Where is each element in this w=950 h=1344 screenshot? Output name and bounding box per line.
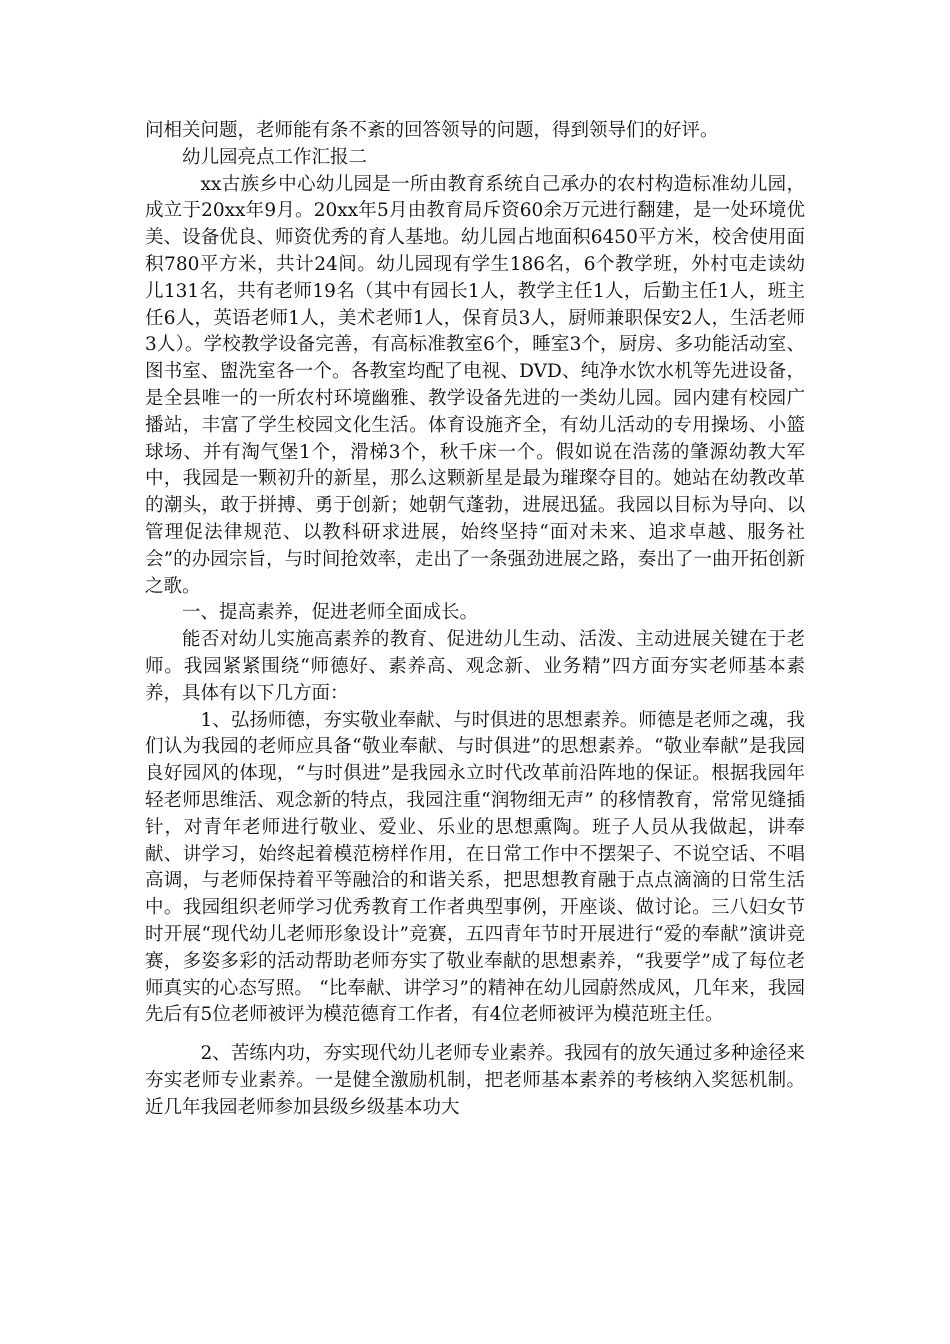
document-page: [145, 118, 805, 1121]
paragraph-3: 1、弘扬师德，夯实敬业奉献、与时俱进的思想素养。师德是老师之魂，我们认为我园的老师应具备“敬业奉献、与时俱进”的思想素养。“敬业奉献”是我园良好园风的体现，“与时俱进”是我园永立时代改革前沿阵地的保证。根据我园年轻老师思维活、观念新的特点，我园注重“润物细无声” 的移情教育，常常见缝插针，对青年老师进行敬业、爱业、乐业的思想熏陶。班子人员从我做起，讲奉献、讲学习，始终起着模范榜样作用，在日常工作中不摆架子、不说空话、不唱高调，与老师保持着平等融洽的和谐关系，把思想教育融于点点滴滴的日常生活中。我园组织老师学习优秀教育工作者典型事例，开座谈、做讨论。三八妇女节时开展“现代幼儿老师形象设计”竞赛，五四青年节时开展进行“爱的奉献”演讲竞赛，多姿多彩的活动帮助老师夯实了敬业奉献的思想素养，“我要学”成了每位老师真实的心态写照。 “比奉献、讲学习”的精神在幼儿园蔚然成风，几年来，我园先后有5位老师被评为模范德育工作者，有4位老师被评为模范班主任。: [145, 709, 805, 1026]
section-title: 幼儿园亮点工作汇报二: [182, 146, 368, 168]
paragraph-4: 2、苦练内功，夯实现代幼儿老师专业素养。我园有的放矢通过多种途径来夯实老师专业素养。一是健全激励机制，把老师基本素养的考核纳入奖惩机制。近几年我园老师参加县级乡级基本功大: [145, 1043, 805, 1118]
paragraph-gap: [145, 1029, 805, 1041]
continuation-paragraph: 问相关问题，老师能有条不紊的回答领导的问题，得到领导们的好评。: [145, 120, 719, 141]
paragraph-2: 能否对幼儿实施高素养的教育、促进幼儿生动、活泼、主动进展关键在于老师。我园紧紧围绕“师德好、素养高、观念新、业务精”四方面夯实老师基本素养，具体有以下几方面：: [145, 629, 805, 704]
intro-paragraph: xx古族乡中心幼儿园是一所由教育系统自己承办的农村构造标准幼儿园，成立于20xx年9月。20xx年5月由教育局斥资60余万元进行翻建，是一处环境优美、设备优良、师资优秀的育人基地。幼儿园占地面积6450平方米，校舍使用面积780平方米，共计24间。幼儿园现有学生186名，6个教学班，外村屯走读幼儿131名，共有老师19名（其中有园长1人，教学主任1人，后勤主任1人，班主任6人，英语老师1人，美术老师1人，保育员3人，厨师兼职保安2人，生活老师3人）。学校教学设备完善，有高标准教室6个，睡室3个，厨房、多功能活动室、图书室、盥洗室各一个。各教室均配了电视、DVD、纯净水饮水机等先进设备，是全县唯一的一所农村环境幽雅、教学设备先进的一类幼儿园。园内建有校园广播站，丰富了学生校园文化生活。体育设施齐全，有幼儿活动的专用操场、小篮球场、并有淘气堡1个，滑梯3个，秋千床一个。假如说在浩荡的肇源幼教大军中，我园是一颗初升的新星，那么这颗新星是最为璀璨夺目的。她站在幼教改革的潮头，敢于拼搏、勇于创新；她朝气蓬勃，进展迅猛。我园以目标为导向、以管理促法律规范、以教科研求进展，始终坚持“面对未来、追求卓越、服务社会”的办园宗旨，与时间抢效率，走出了一条强劲进展之路，奏出了一曲开拓创新之歌。: [145, 173, 805, 597]
heading-1: 一、提高素养，促进老师全面成长。: [182, 602, 479, 624]
